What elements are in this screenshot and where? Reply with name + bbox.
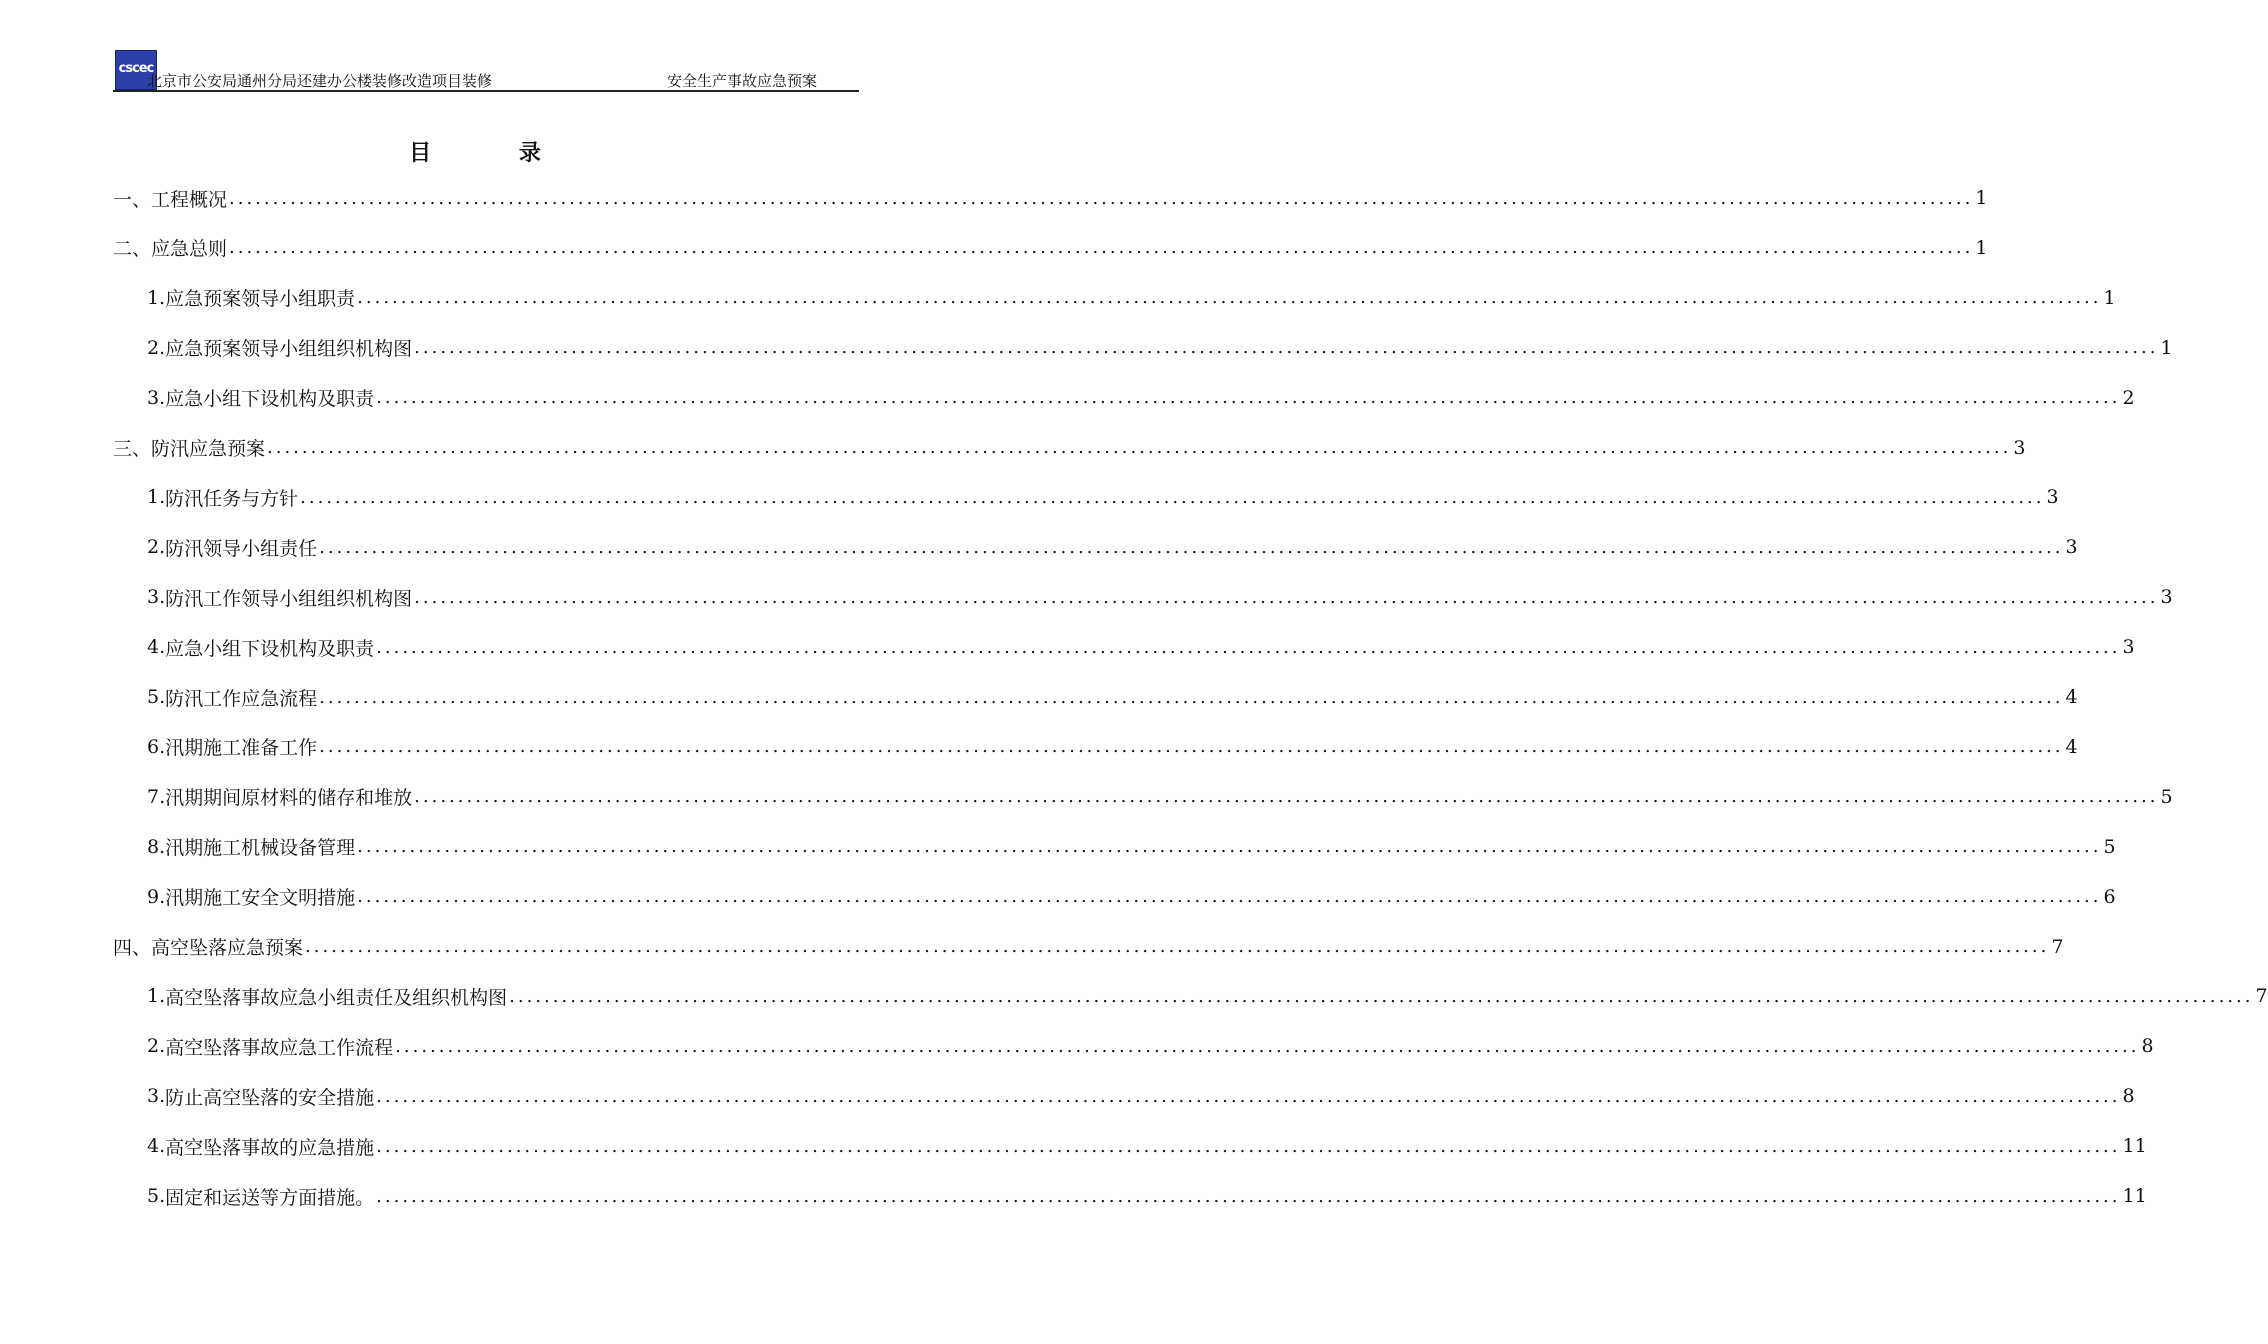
toc-entry-number: 2.: [147, 336, 166, 359]
toc-entry[interactable]: [113, 727, 2078, 767]
document-title: 安全生产事故应急预案: [666, 72, 817, 90]
toc-entry[interactable]: [113, 477, 2059, 517]
toc-entry-page: 7: [2051, 935, 2064, 958]
toc-entry-text: 四、高空坠落应急预案: [113, 937, 304, 959]
toc-entry-text: 高空坠落事故应急工作流程: [165, 1036, 394, 1059]
toc-entry-text: 三、防汛应急预案: [113, 438, 266, 460]
toc-entry-page: 1: [2103, 286, 2116, 309]
toc-entry-page: 3: [2122, 636, 2135, 659]
toc-entry[interactable]: [113, 378, 2135, 418]
toc-entry-page: 4: [2065, 735, 2078, 758]
toc-entry[interactable]: [113, 1176, 2147, 1216]
toc-leader-dots: ........................................................................................................................................................................................................: [414, 586, 2159, 608]
toc-entry-page: 4: [2065, 686, 2078, 708]
toc-leader-dots: ........................................................................................................................................................................................................: [395, 1035, 2140, 1057]
toc-leader-dots: ........................................................................................................................................................................................................: [319, 736, 2064, 758]
toc-entry-number: 6.: [147, 735, 166, 758]
toc-entry-page: 5: [2103, 835, 2116, 858]
toc-entry-page: 8: [2141, 1035, 2154, 1058]
toc-leader-dots: ........................................................................................................................................................................................................: [305, 936, 2050, 957]
toc-entry[interactable]: [113, 178, 1988, 218]
toc-leader-dots: ........................................................................................................................................................................................................: [414, 786, 2159, 808]
toc-entry-text: 汛期施工安全文明措施: [165, 887, 356, 910]
toc-entry-number: 7.: [147, 785, 166, 808]
toc-entry-number: 8.: [147, 835, 166, 858]
toc-entry-page: 3: [2160, 586, 2173, 609]
toc-title: 目 录: [409, 140, 581, 166]
toc-leader-dots: ........................................................................................................................................................................................................: [319, 536, 2064, 558]
toc-entry[interactable]: [113, 328, 2173, 368]
toc-entry-text: 汛期施工准备工作: [165, 737, 318, 760]
toc-entry-page: 1: [1975, 187, 1988, 209]
toc-entry-text: 固定和运送等方面措施。: [165, 1186, 375, 1209]
toc-entry-text: 应急小组下设机构及职责: [165, 637, 375, 660]
toc-entry-text: 汛期施工机械设备管理: [165, 837, 356, 860]
toc-entry[interactable]: [113, 927, 2064, 967]
toc-entry-text: 一、工程概况: [113, 188, 228, 211]
toc-entry[interactable]: [113, 527, 2078, 567]
toc-entry[interactable]: [113, 777, 2173, 817]
toc-entry-text: 高空坠落事故的应急措施: [165, 1136, 375, 1159]
toc-entry-number: 1.: [147, 985, 166, 1008]
toc-entry-text: 防汛任务与方针: [165, 487, 299, 510]
toc-entry-text: 高空坠落事故应急小组责任及组织机构图: [165, 986, 508, 1009]
toc-entry-page: 2: [2122, 386, 2135, 409]
toc-leader-dots: ........................................................................................................................................................................................................: [414, 337, 2159, 359]
toc-leader-dots: ........................................................................................................................................................................................................: [229, 187, 1974, 209]
toc-entry-page: 5: [2160, 785, 2173, 808]
toc-leader-dots: ........................................................................................................................................................................................................: [229, 237, 1974, 259]
toc-entry-number: 1.: [147, 286, 166, 309]
toc-entry[interactable]: [113, 677, 2078, 717]
toc-entry-page: 3: [2013, 436, 2026, 459]
toc-entry[interactable]: [113, 1076, 2135, 1116]
toc-entry-text: 应急小组下设机构及职责: [165, 388, 375, 411]
toc-entry-page: 7: [2255, 985, 2268, 1008]
toc-entry[interactable]: [113, 877, 2116, 917]
toc-entry-number: 5.: [147, 1185, 166, 1207]
toc-entry-page: 6: [2103, 885, 2116, 908]
toc-entry-page: 1: [1975, 236, 1988, 259]
toc-entry-page: 1: [2160, 336, 2173, 359]
toc-entry[interactable]: [113, 577, 2173, 617]
toc-entry[interactable]: [113, 976, 2268, 1016]
toc-entry-page: 11: [2122, 1135, 2147, 1158]
toc-entry-number: 5.: [147, 686, 166, 708]
toc-leader-dots: ........................................................................................................................................................................................................: [319, 686, 2064, 708]
toc-entry-text: 防汛工作领导小组组织机构图: [165, 587, 413, 610]
toc-entry[interactable]: [113, 428, 2026, 468]
logo-text: cscec: [118, 61, 154, 76]
toc-entry-number: 9.: [147, 885, 166, 908]
toc-entry-page: 11: [2122, 1185, 2147, 1207]
toc-entry-page: 8: [2122, 1085, 2135, 1108]
toc-entry-number: 3.: [147, 586, 166, 609]
toc-leader-dots: ........................................................................................................................................................................................................: [267, 437, 2012, 458]
toc-leader-dots: ........................................................................................................................................................................................................: [300, 486, 2045, 508]
toc-entry-text: 应急预案领导小组职责: [165, 288, 356, 311]
toc-leader-dots: ........................................................................................................................................................................................................: [376, 1185, 2121, 1207]
project-title: 北京市公安局通州分局还建办公楼装修改造项目装修: [147, 72, 493, 90]
toc-leader-dots: ........................................................................................................................................................................................................: [357, 886, 2102, 908]
toc-entry-text: 二、应急总则: [113, 238, 228, 261]
toc-leader-dots: ........................................................................................................................................................................................................: [509, 985, 2254, 1007]
toc-entry-number: 1.: [147, 486, 166, 509]
toc-leader-dots: ........................................................................................................................................................................................................: [357, 836, 2102, 858]
toc-leader-dots: ........................................................................................................................................................................................................: [376, 387, 2121, 409]
toc-entry-text: 汛期期间原材料的储存和堆放: [165, 787, 413, 810]
toc-entry-page: 3: [2046, 486, 2059, 509]
toc-entry-number: 4.: [147, 1135, 166, 1158]
toc-entry-page: 3: [2065, 536, 2078, 559]
toc-entry-text: 防汛工作应急流程: [165, 687, 318, 710]
toc-leader-dots: ........................................................................................................................................................................................................: [376, 1085, 2121, 1107]
toc-entry[interactable]: [113, 627, 2135, 667]
toc-entry-text: 防汛领导小组责任: [165, 537, 318, 560]
toc-leader-dots: ........................................................................................................................................................................................................: [376, 636, 2121, 658]
page-header: [113, 50, 859, 92]
toc-entry[interactable]: [113, 1126, 2147, 1166]
toc-entry-number: 2.: [147, 1035, 166, 1058]
toc-leader-dots: ........................................................................................................................................................................................................: [357, 287, 2102, 309]
toc-entry-number: 2.: [147, 536, 166, 559]
toc-leader-dots: ........................................................................................................................................................................................................: [376, 1135, 2121, 1157]
toc-entry[interactable]: [113, 228, 1988, 268]
toc-entry[interactable]: [113, 1026, 2154, 1066]
toc-entry-text: 应急预案领导小组组织机构图: [165, 338, 413, 361]
toc-entry-text: 防止高空坠落的安全措施: [165, 1086, 375, 1109]
toc-entry-number: 4.: [147, 636, 166, 659]
toc-entry[interactable]: [113, 278, 2116, 318]
toc-entry-number: 3.: [147, 1085, 166, 1108]
toc-entry-number: 3.: [147, 386, 166, 409]
toc-entry[interactable]: [113, 827, 2116, 867]
